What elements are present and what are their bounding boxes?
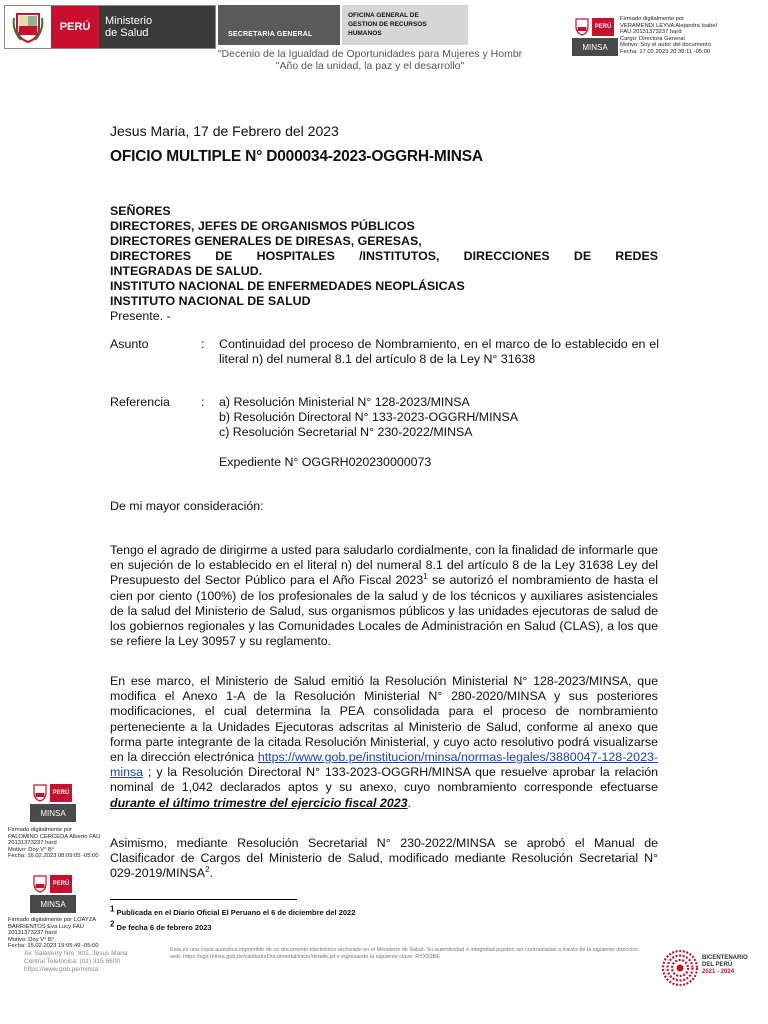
referencia-item: c) Resolución Secretarial N° 230-2022/MINSA: [219, 425, 473, 439]
signature-line: Fecha: 17.02.2023 20:38:11 -05:00: [620, 48, 711, 55]
footnote-1: [110, 904, 356, 917]
paragraph-text: Tengo el agrado de dirigirme a usted para saludarlo cordialmente, con la finalidad de informarle que en sujeción de lo establecido en el literal n) del numeral 8.1 del artículo 8 de la Ley 31638 Ley del Presupuesto del Sector Público para el Año Fiscal 2023: [110, 543, 658, 588]
signature-details-top: [620, 16, 717, 56]
footer-address: [24, 950, 127, 974]
paragraph-text: ; y la Resolución Directoral N° 133-2023-OGGRH/MINSA que resuelve aprobar la relación nominal de 1,042 declarados aptos y su anexo, cuyo nombramiento corresponde efectuarse: [110, 765, 658, 795]
paragraph-text: En ese marco, el Ministerio de Salud emitió la Resolución Ministerial N° 128-2023/MINSA, que modifica el Anexo 1-A de la Resolución Ministerial N° 280-2020/MINSA y sus posteriores modificaciones, el cual determina la PEA consolidada para el proceso de nombramiento perteneciente a la Unidades Ejecutoras adscritas al Ministerio de Salud, conforme al anexo que forma parte integrante de la citada Resolución Ministerial, y cuyo acto resolutivo podrá visualizarse en la dirección electrónica: [110, 674, 658, 765]
signature-line: Firmado digitalmente por: [620, 16, 685, 22]
address-line: Av. Salaverry Nro. 801, Jesus Maria: [24, 950, 128, 957]
footnote-ref: 2: [205, 865, 210, 875]
recipient-line: SEÑORES: [110, 204, 171, 218]
footnote-divider: [110, 899, 297, 900]
letter-date: Jesus Maria, 17 de Febrero del 2023: [110, 123, 339, 139]
ministry-name-line1: Ministerio: [105, 15, 153, 27]
signature-line: Cargo: Directora General: [620, 35, 685, 42]
paragraph-text: se autorizó el nombramiento de hasta el cien por ciento (100%) de los profesionales de la salud y de los técnicos y auxiliares asistenciales de la salud del Ministerio de Salud, sus organismos públicos y las unidades ejecutoras de salud de los gobiernos regionales y las Comunidades Locales de Administración en Salud (CLAS), a los que se refiere la Ley 30957 y su reglamento.: [110, 573, 658, 649]
bicentenario-line: DEL PERÚ: [702, 962, 733, 968]
minsa-badge: MINSA: [30, 895, 76, 913]
presente: Presente. -: [110, 309, 171, 323]
secretaria-general-block: SECRETARIA GENERAL: [218, 5, 340, 45]
expediente: Expediente N° OGGRH020230000073: [219, 455, 432, 469]
coat-of-arms-icon: [32, 875, 48, 893]
greeting: De mi mayor consideración:: [110, 499, 264, 513]
paragraph-text: .: [209, 866, 213, 881]
recipient-line: DIRECTORES GENERALES DE DIRESAS, GERESAS,: [110, 234, 422, 248]
peru-brand: PERÚ: [51, 6, 99, 48]
coat-of-arms-icon: [574, 18, 590, 36]
signature-line: BARRIENTOS Eva Lucy FAU: [8, 923, 84, 930]
year-motto: [190, 48, 550, 72]
oficina-line2: GESTION DE RECURSOS: [348, 21, 427, 28]
footnote-ref: 1: [423, 572, 428, 582]
bicentenario-emblem-icon: [660, 948, 700, 988]
signature-line: PALOMINO CERCEDA Alberto FAU: [8, 833, 101, 840]
signature-line: Motivo: Doy V° B°: [8, 846, 55, 853]
signature-line: Firmado digitalmente por: [8, 827, 73, 833]
paragraph-1: [110, 543, 658, 649]
recipient-line: INTEGRADAS DE SALUD.: [110, 264, 263, 278]
emphasis-text: durante el último trimestre del ejercicio fiscal 2023: [110, 795, 408, 810]
recipients-block: [110, 204, 658, 324]
website-line: https://www.gob.pe/minsa: [24, 966, 99, 973]
oficina-line1: OFICINA GENERAL DE: [348, 12, 419, 19]
asunto-label: Asunto: [110, 337, 149, 351]
asunto-text: Continuidad del proceso de Nombramiento, en el marco de lo establecido en el literal n) del numeral 8.1 del artículo 8 de la Ley N° 31638: [219, 337, 659, 366]
signature-line: 20131373237 hard: [8, 840, 57, 847]
recipient-line: INSTITUTO NACIONAL DE ENFERMEDADES NEOPLÁSICAS: [110, 279, 465, 293]
oficina-line3: HUMANOS: [348, 30, 382, 37]
paragraph-text: Asimismo, mediante Resolución Secretarial N° 230-2022/MINSA se aprobó el Manual de Clasificador de Cargos del Ministerio de Salud, modificado mediante Resolución Secretarial N° 029-2019/MINSA: [110, 836, 658, 881]
signature-stamp-top: [572, 16, 618, 56]
signature-line: 20131373237 hard: [8, 930, 57, 937]
footnote-mark: 1: [110, 904, 115, 914]
referencia-label: Referencia: [110, 395, 170, 409]
signature-line: Motivo: Doy V° B°: [8, 936, 55, 943]
signature-line: Fecha: 15.02.2023 19:05:49 -05:00: [8, 943, 99, 950]
minsa-badge: MINSA: [30, 804, 76, 822]
phone-line: Central Telefónica: (01) 315 6600: [24, 958, 120, 965]
asunto-colon: :: [201, 337, 205, 351]
footnote-text: De fecha 6 de febrero 2023: [116, 923, 212, 932]
peru-badge: PERÚ: [50, 784, 72, 802]
referencia-colon: :: [201, 395, 205, 409]
referencia-item: b) Resolución Directoral N° 133-2023-OGGRH/MINSA: [219, 410, 518, 424]
bicentenario-line: BICENTENARIO: [702, 955, 748, 961]
motto-line: "Decenio de la Igualdad de Oportunidades para Mujeres y Hombr: [217, 48, 523, 60]
signature-stamp-2: [30, 873, 76, 913]
recipient-line: INSTITUTO NACIONAL DE SALUD: [110, 294, 311, 308]
bicentenario-text: [702, 955, 748, 976]
bicentenario-years: 2021 - 2024: [702, 969, 735, 975]
peru-badge: PERÚ: [592, 18, 614, 36]
referencias-list: [219, 395, 659, 440]
paragraph-text: .: [407, 795, 411, 810]
signature-line: FAU 20131373237 hard: [620, 29, 682, 36]
motto-line: "Año de la unidad, la paz y el desarrollo": [275, 60, 465, 72]
signature-line: Motivo: Soy el autor del documento: [620, 42, 711, 49]
bicentenario-logo: [660, 946, 760, 990]
minsa-badge: MINSA: [572, 38, 618, 56]
paragraph-3: [110, 836, 658, 882]
ministry-logo: [4, 5, 216, 49]
coat-of-arms-icon: [11, 10, 45, 44]
oficina-block: [342, 5, 468, 45]
peru-badge: PERÚ: [50, 875, 72, 893]
recipient-line: DIRECTORES, JEFES DE ORGANISMOS PÚBLICOS: [110, 219, 415, 233]
verification-note: Esta es una copia auténtica imprimible de un documento electrónico archivado en el Ministerio de Salud. Su autenticidad e integridad pueden ser contrastadas a través de la siguiente dirección web: https://sgd.minsa.gob.pe/validadorDocumental/inicio/detalle.jsf e ingresando la siguiente clave: RYX52BE: [170, 947, 639, 960]
resolution-link[interactable]: https://www.gob.pe/institucion/minsa/normas-legales/3880047-128-2023-minsa: [110, 750, 658, 780]
signature-line: Fecha: 16.02.2023 08:09:05 -05:00: [8, 853, 99, 860]
referencia-item: a) Resolución Ministerial N° 128-2023/MINSA: [219, 395, 470, 409]
footnote-2: [110, 919, 212, 932]
coat-of-arms-icon: [32, 784, 48, 802]
signature-details-2: [8, 917, 99, 950]
ministry-name: [99, 6, 215, 48]
signature-line: VERAMENDI LEYVA Alejandra Isabel: [620, 22, 717, 29]
footnote-text: Publicada en el Diario Oficial El Peruano el 6 de diciembre del 2022: [116, 908, 356, 917]
recipient-line: DIRECTORES DE HOSPITALES /INSTITUTOS, DIRECCIONES DE REDES: [110, 249, 658, 263]
signature-line: Firmado digitalmente por LOAYZA: [8, 917, 97, 923]
oficio-number: OFICIO MULTIPLE N° D000034-2023-OGGRH-MINSA: [110, 148, 483, 165]
signature-details-1: [8, 827, 100, 860]
footnote-mark: 2: [110, 919, 115, 929]
paragraph-2: [110, 674, 658, 811]
ministry-name-line2: de Salud: [105, 27, 149, 39]
signature-stamp-1: [30, 782, 76, 822]
